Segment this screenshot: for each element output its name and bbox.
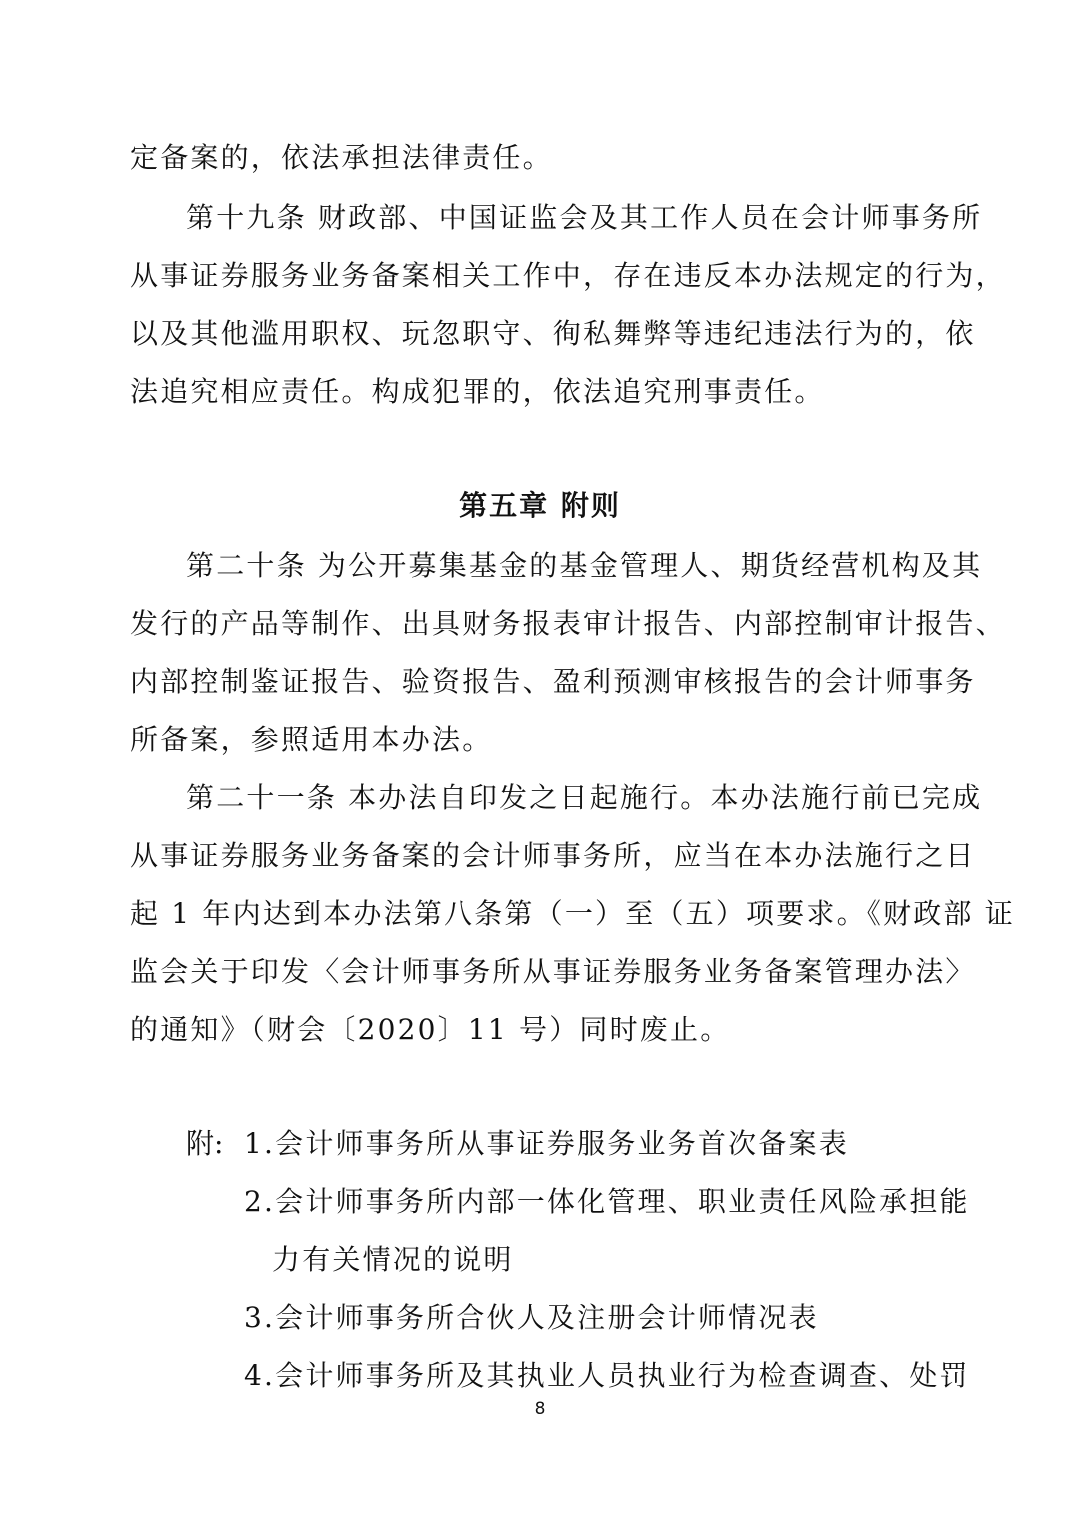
attachment-item: 3.会计师事务所合伙人及注册会计师情况表 (244, 1301, 819, 1334)
page-number: 8 (534, 1399, 546, 1419)
article-19-line: 以及其他滥用职权、玩忽职守、徇私舞弊等违纪违法行为的，依 (130, 317, 976, 350)
article-19-line: 从事证券服务业务备案相关工作中，存在违反本办法规定的行为， (130, 259, 1006, 292)
chapter-heading: 第五章 附则 (459, 489, 621, 522)
article-21-line: 起 1 年内达到本办法第八条第（一）至（五）项要求。《财政部 证 (130, 897, 1015, 930)
article-19-line: 法追究相应责任。构成犯罪的，依法追究刑事责任。 (130, 375, 825, 408)
article-20-line: 第二十条 为公开募集基金的基金管理人、期货经营机构及其 (186, 549, 983, 582)
article-19-line: 第十九条 财政部、中国证监会及其工作人员在会计师事务所 (186, 201, 983, 234)
article-20-line: 发行的产品等制作、出具财务报表审计报告、内部控制审计报告、 (130, 607, 1006, 640)
attachment-item: 1.会计师事务所从事证券服务业务首次备案表 (244, 1127, 849, 1160)
attachment-item: 2.会计师事务所内部一体化管理、职业责任风险承担能 (244, 1185, 970, 1218)
article-21-line: 监会关于印发〈会计师事务所从事证券服务业务备案管理办法〉 (130, 955, 976, 988)
article-21-line: 第二十一条 本办法自印发之日起施行。本办法施行前已完成 (186, 781, 983, 814)
article-20-line: 内部控制鉴证报告、验资报告、盈利预测审核报告的会计师事务 (130, 665, 976, 698)
attachment-item: 4.会计师事务所及其执业人员执业行为检查调查、处罚 (244, 1359, 970, 1392)
attachment-item-continuation: 力有关情况的说明 (272, 1243, 514, 1276)
article-21-line: 从事证券服务业务备案的会计师事务所，应当在本办法施行之日 (130, 839, 976, 872)
article-20-line: 所备案，参照适用本办法。 (130, 723, 493, 756)
article-21-line: 的通知》（财会〔2020〕11 号）同时废止。 (130, 1013, 731, 1046)
attachments-prefix: 附: (186, 1127, 224, 1160)
paragraph-continuation-line: 定备案的，依法承担法律责任。 (130, 141, 553, 174)
